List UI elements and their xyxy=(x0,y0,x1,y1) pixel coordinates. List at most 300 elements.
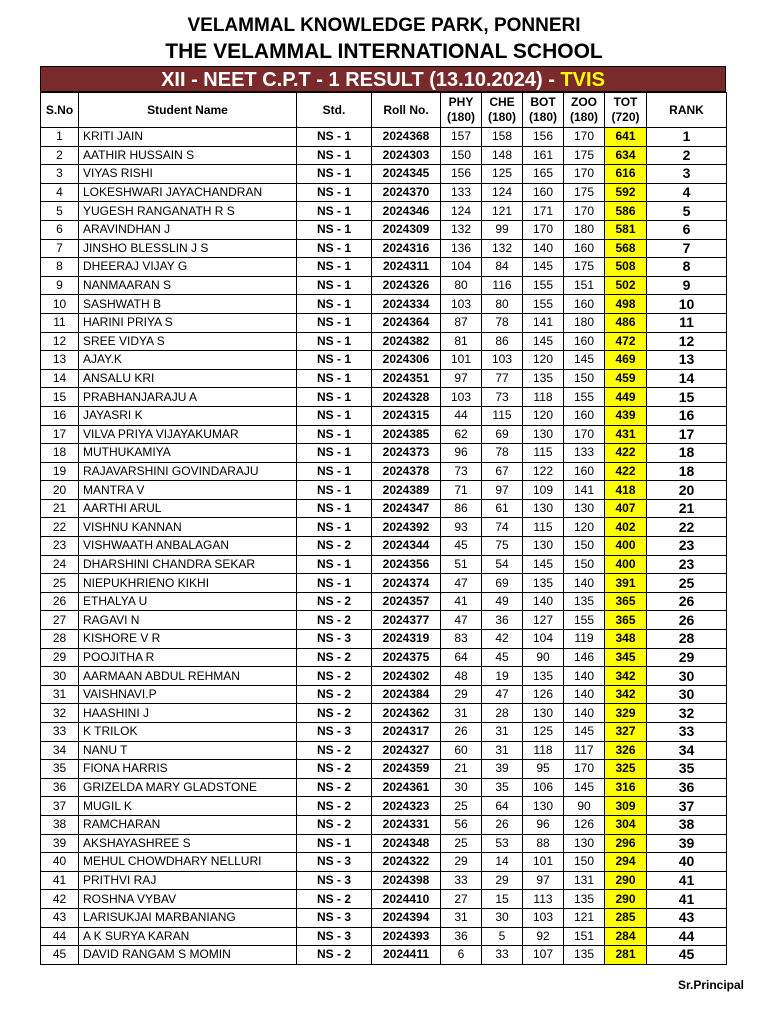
zoo-score-cell: 120 xyxy=(564,518,605,537)
phy-score-cell: 36 xyxy=(441,927,482,946)
student-name-cell: AARTHI ARUL xyxy=(79,499,297,518)
phy-score-cell: 150 xyxy=(441,146,482,165)
bot-score-cell: 161 xyxy=(523,146,564,165)
serial-number-cell: 19 xyxy=(41,462,79,481)
total-score-cell: 592 xyxy=(605,183,647,202)
table-row xyxy=(41,648,727,667)
zoo-score-cell: 160 xyxy=(564,406,605,425)
standard-cell: NS - 2 xyxy=(297,741,372,760)
roll-number-cell: 2024364 xyxy=(372,313,441,332)
total-score-cell: 502 xyxy=(605,276,647,295)
bot-score-cell: 135 xyxy=(523,574,564,593)
serial-number-cell: 11 xyxy=(41,313,79,332)
roll-number-cell: 2024392 xyxy=(372,518,441,537)
roll-number-cell: 2024345 xyxy=(372,165,441,184)
rank-cell: 2 xyxy=(647,146,727,165)
table-row xyxy=(41,295,727,314)
roll-number-cell: 2024359 xyxy=(372,760,441,779)
standard-cell: NS - 2 xyxy=(297,648,372,667)
table-row xyxy=(41,704,727,723)
table-row xyxy=(41,537,727,556)
serial-number-cell: 9 xyxy=(41,276,79,295)
total-score-cell: 641 xyxy=(605,128,647,147)
standard-cell: NS - 1 xyxy=(297,276,372,295)
zoo-score-cell: 135 xyxy=(564,890,605,909)
che-score-cell: 14 xyxy=(482,853,523,872)
serial-number-cell: 10 xyxy=(41,295,79,314)
phy-score-cell: 31 xyxy=(441,908,482,927)
phy-score-cell: 104 xyxy=(441,258,482,277)
rank-cell: 33 xyxy=(647,723,727,742)
table-row xyxy=(41,667,727,686)
standard-cell: NS - 1 xyxy=(297,146,372,165)
bot-score-cell: 97 xyxy=(523,871,564,890)
che-score-cell: 36 xyxy=(482,611,523,630)
rank-cell: 4 xyxy=(647,183,727,202)
che-score-cell: 53 xyxy=(482,834,523,853)
roll-number-cell: 2024361 xyxy=(372,778,441,797)
phy-score-cell: 29 xyxy=(441,853,482,872)
standard-cell: NS - 1 xyxy=(297,444,372,463)
standard-cell: NS - 3 xyxy=(297,871,372,890)
che-score-cell: 158 xyxy=(482,128,523,147)
zoo-score-cell: 90 xyxy=(564,797,605,816)
serial-number-cell: 34 xyxy=(41,741,79,760)
standard-cell: NS - 1 xyxy=(297,258,372,277)
student-name-cell: JAYASRI K xyxy=(79,406,297,425)
rank-cell: 8 xyxy=(647,258,727,277)
rank-cell: 23 xyxy=(647,555,727,574)
student-name-cell: ROSHNA VYBAV xyxy=(79,890,297,909)
rank-cell: 25 xyxy=(647,574,727,593)
rank-cell: 17 xyxy=(647,425,727,444)
zoo-score-cell: 121 xyxy=(564,908,605,927)
table-row xyxy=(41,834,727,853)
bot-score-cell: 115 xyxy=(523,518,564,537)
phy-score-cell: 86 xyxy=(441,499,482,518)
roll-number-cell: 2024382 xyxy=(372,332,441,351)
table-row xyxy=(41,853,727,872)
rank-cell: 38 xyxy=(647,815,727,834)
rank-cell: 39 xyxy=(647,834,727,853)
table-row xyxy=(41,220,727,239)
bot-score-cell: 156 xyxy=(523,128,564,147)
student-name-cell: MEHUL CHOWDHARY NELLURI xyxy=(79,853,297,872)
serial-number-cell: 23 xyxy=(41,537,79,556)
table-row xyxy=(41,927,727,946)
standard-cell: NS - 2 xyxy=(297,890,372,909)
student-name-cell: DHEERAJ VIJAY G xyxy=(79,258,297,277)
roll-number-cell: 2024394 xyxy=(372,908,441,927)
zoo-score-cell: 160 xyxy=(564,462,605,481)
bot-score-cell: 104 xyxy=(523,630,564,649)
serial-number-cell: 15 xyxy=(41,388,79,407)
column-header xyxy=(564,93,605,128)
zoo-score-cell: 170 xyxy=(564,425,605,444)
table-row xyxy=(41,258,727,277)
serial-number-cell: 6 xyxy=(41,220,79,239)
roll-number-cell: 2024347 xyxy=(372,499,441,518)
serial-number-cell: 5 xyxy=(41,202,79,221)
total-score-cell: 325 xyxy=(605,760,647,779)
phy-score-cell: 136 xyxy=(441,239,482,258)
che-score-cell: 78 xyxy=(482,444,523,463)
student-name-cell: AATHIR HUSSAIN S xyxy=(79,146,297,165)
zoo-score-cell: 160 xyxy=(564,295,605,314)
phy-score-cell: 101 xyxy=(441,351,482,370)
phy-score-cell: 47 xyxy=(441,611,482,630)
student-name-cell: PRABHANJARAJU A xyxy=(79,388,297,407)
standard-cell: NS - 2 xyxy=(297,611,372,630)
column-header-max: (180) xyxy=(446,110,475,124)
table-row xyxy=(41,815,727,834)
rank-cell: 41 xyxy=(647,871,727,890)
table-row xyxy=(41,425,727,444)
bot-score-cell: 130 xyxy=(523,797,564,816)
rank-cell: 16 xyxy=(647,406,727,425)
che-score-cell: 33 xyxy=(482,946,523,965)
serial-number-cell: 4 xyxy=(41,183,79,202)
rank-cell: 18 xyxy=(647,444,727,463)
student-name-cell: NANMAARAN S xyxy=(79,276,297,295)
roll-number-cell: 2024322 xyxy=(372,853,441,872)
zoo-score-cell: 155 xyxy=(564,611,605,630)
phy-score-cell: 48 xyxy=(441,667,482,686)
che-score-cell: 31 xyxy=(482,741,523,760)
total-score-cell: 418 xyxy=(605,481,647,500)
roll-number-cell: 2024398 xyxy=(372,871,441,890)
total-score-cell: 402 xyxy=(605,518,647,537)
roll-number-cell: 2024326 xyxy=(372,276,441,295)
che-score-cell: 80 xyxy=(482,295,523,314)
column-header-max: (180) xyxy=(528,110,557,124)
standard-cell: NS - 1 xyxy=(297,351,372,370)
column-header-label: TOT xyxy=(613,95,638,109)
standard-cell: NS - 1 xyxy=(297,499,372,518)
che-score-cell: 39 xyxy=(482,760,523,779)
total-score-cell: 400 xyxy=(605,537,647,556)
rank-cell: 23 xyxy=(647,537,727,556)
table-row xyxy=(41,462,727,481)
serial-number-cell: 32 xyxy=(41,704,79,723)
serial-number-cell: 24 xyxy=(41,555,79,574)
zoo-score-cell: 150 xyxy=(564,369,605,388)
bot-score-cell: 155 xyxy=(523,276,564,295)
zoo-score-cell: 170 xyxy=(564,128,605,147)
che-score-cell: 74 xyxy=(482,518,523,537)
serial-number-cell: 12 xyxy=(41,332,79,351)
table-row xyxy=(41,630,727,649)
total-score-cell: 459 xyxy=(605,369,647,388)
column-header-label: Std. xyxy=(322,102,346,117)
bot-score-cell: 101 xyxy=(523,853,564,872)
roll-number-cell: 2024348 xyxy=(372,834,441,853)
total-score-cell: 365 xyxy=(605,611,647,630)
zoo-score-cell: 155 xyxy=(564,388,605,407)
total-score-cell: 498 xyxy=(605,295,647,314)
standard-cell: NS - 3 xyxy=(297,908,372,927)
roll-number-cell: 2024309 xyxy=(372,220,441,239)
che-score-cell: 103 xyxy=(482,351,523,370)
table-row xyxy=(41,128,727,147)
total-score-cell: 309 xyxy=(605,797,647,816)
serial-number-cell: 27 xyxy=(41,611,79,630)
bot-score-cell: 155 xyxy=(523,295,564,314)
rank-cell: 9 xyxy=(647,276,727,295)
serial-number-cell: 16 xyxy=(41,406,79,425)
zoo-score-cell: 170 xyxy=(564,760,605,779)
bot-score-cell: 125 xyxy=(523,723,564,742)
column-header-label: BOT xyxy=(530,95,556,109)
student-name-cell: HARINI PRIYA S xyxy=(79,313,297,332)
student-name-cell: VAISHNAVI.P xyxy=(79,685,297,704)
total-score-cell: 431 xyxy=(605,425,647,444)
total-score-cell: 486 xyxy=(605,313,647,332)
standard-cell: NS - 2 xyxy=(297,667,372,686)
serial-number-cell: 30 xyxy=(41,667,79,686)
zoo-score-cell: 135 xyxy=(564,946,605,965)
serial-number-cell: 21 xyxy=(41,499,79,518)
total-score-cell: 348 xyxy=(605,630,647,649)
table-row xyxy=(41,592,727,611)
rank-cell: 7 xyxy=(647,239,727,258)
total-score-cell: 439 xyxy=(605,406,647,425)
rank-cell: 14 xyxy=(647,369,727,388)
che-score-cell: 116 xyxy=(482,276,523,295)
student-name-cell: A K SURYA KARAN xyxy=(79,927,297,946)
roll-number-cell: 2024334 xyxy=(372,295,441,314)
standard-cell: NS - 1 xyxy=(297,425,372,444)
student-name-cell: LOKESHWARI JAYACHANDRAN xyxy=(79,183,297,202)
column-header-label: PHY xyxy=(448,95,474,109)
total-score-cell: 329 xyxy=(605,704,647,723)
roll-number-cell: 2024393 xyxy=(372,927,441,946)
phy-score-cell: 64 xyxy=(441,648,482,667)
rank-cell: 44 xyxy=(647,927,727,946)
serial-number-cell: 13 xyxy=(41,351,79,370)
student-name-cell: DHARSHINI CHANDRA SEKAR xyxy=(79,555,297,574)
zoo-score-cell: 126 xyxy=(564,815,605,834)
standard-cell: NS - 3 xyxy=(297,853,372,872)
che-score-cell: 115 xyxy=(482,406,523,425)
student-name-cell: SASHWATH B xyxy=(79,295,297,314)
che-score-cell: 35 xyxy=(482,778,523,797)
standard-cell: NS - 1 xyxy=(297,295,372,314)
student-name-cell: RAGAVI N xyxy=(79,611,297,630)
table-row xyxy=(41,890,727,909)
total-score-cell: 472 xyxy=(605,332,647,351)
rank-cell: 30 xyxy=(647,685,727,704)
phy-score-cell: 44 xyxy=(441,406,482,425)
table-row xyxy=(41,313,727,332)
zoo-score-cell: 150 xyxy=(564,537,605,556)
rank-cell: 11 xyxy=(647,313,727,332)
rank-cell: 35 xyxy=(647,760,727,779)
rank-cell: 40 xyxy=(647,853,727,872)
bot-score-cell: 141 xyxy=(523,313,564,332)
phy-score-cell: 97 xyxy=(441,369,482,388)
zoo-score-cell: 170 xyxy=(564,202,605,221)
standard-cell: NS - 3 xyxy=(297,723,372,742)
che-score-cell: 29 xyxy=(482,871,523,890)
roll-number-cell: 2024370 xyxy=(372,183,441,202)
column-header xyxy=(523,93,564,128)
serial-number-cell: 45 xyxy=(41,946,79,965)
rank-cell: 1 xyxy=(647,128,727,147)
standard-cell: NS - 1 xyxy=(297,388,372,407)
student-name-cell: AARMAAN ABDUL REHMAN xyxy=(79,667,297,686)
phy-score-cell: 96 xyxy=(441,444,482,463)
standard-cell: NS - 2 xyxy=(297,797,372,816)
bot-score-cell: 126 xyxy=(523,685,564,704)
standard-cell: NS - 2 xyxy=(297,778,372,797)
bot-score-cell: 120 xyxy=(523,406,564,425)
phy-score-cell: 51 xyxy=(441,555,482,574)
standard-cell: NS - 2 xyxy=(297,815,372,834)
table-row xyxy=(41,760,727,779)
che-score-cell: 19 xyxy=(482,667,523,686)
serial-number-cell: 29 xyxy=(41,648,79,667)
student-name-cell: ANSALU KRI xyxy=(79,369,297,388)
phy-score-cell: 156 xyxy=(441,165,482,184)
che-score-cell: 15 xyxy=(482,890,523,909)
phy-score-cell: 26 xyxy=(441,723,482,742)
column-header-max: (180) xyxy=(569,110,598,124)
bot-score-cell: 88 xyxy=(523,834,564,853)
rank-cell: 29 xyxy=(647,648,727,667)
column-header xyxy=(41,93,79,128)
bot-score-cell: 120 xyxy=(523,351,564,370)
result-title-banner xyxy=(40,66,726,92)
bot-score-cell: 106 xyxy=(523,778,564,797)
standard-cell: NS - 1 xyxy=(297,220,372,239)
phy-score-cell: 81 xyxy=(441,332,482,351)
total-score-cell: 586 xyxy=(605,202,647,221)
student-name-cell: KISHORE V R xyxy=(79,630,297,649)
school-name-line2: THE VELAMMAL INTERNATIONAL SCHOOL xyxy=(165,40,603,63)
bot-score-cell: 145 xyxy=(523,332,564,351)
che-score-cell: 67 xyxy=(482,462,523,481)
total-score-cell: 469 xyxy=(605,351,647,370)
zoo-score-cell: 130 xyxy=(564,834,605,853)
table-row xyxy=(41,165,727,184)
table-row xyxy=(41,499,727,518)
student-name-cell: DAVID RANGAM S MOMIN xyxy=(79,946,297,965)
che-score-cell: 73 xyxy=(482,388,523,407)
standard-cell: NS - 1 xyxy=(297,165,372,184)
phy-score-cell: 31 xyxy=(441,704,482,723)
student-name-cell: RAJAVARSHINI GOVINDARAJU xyxy=(79,462,297,481)
che-score-cell: 69 xyxy=(482,574,523,593)
table-row xyxy=(41,778,727,797)
serial-number-cell: 43 xyxy=(41,908,79,927)
phy-score-cell: 103 xyxy=(441,388,482,407)
zoo-score-cell: 140 xyxy=(564,667,605,686)
standard-cell: NS - 2 xyxy=(297,760,372,779)
serial-number-cell: 40 xyxy=(41,853,79,872)
total-score-cell: 290 xyxy=(605,871,647,890)
zoo-score-cell: 180 xyxy=(564,220,605,239)
table-row xyxy=(41,611,727,630)
total-score-cell: 327 xyxy=(605,723,647,742)
phy-score-cell: 56 xyxy=(441,815,482,834)
serial-number-cell: 44 xyxy=(41,927,79,946)
phy-score-cell: 80 xyxy=(441,276,482,295)
table-row xyxy=(41,481,727,500)
serial-number-cell: 41 xyxy=(41,871,79,890)
rank-cell: 12 xyxy=(647,332,727,351)
rank-cell: 20 xyxy=(647,481,727,500)
standard-cell: NS - 1 xyxy=(297,202,372,221)
roll-number-cell: 2024411 xyxy=(372,946,441,965)
phy-score-cell: 103 xyxy=(441,295,482,314)
table-row xyxy=(41,332,727,351)
column-header-label: Roll No. xyxy=(383,102,429,117)
rank-cell: 5 xyxy=(647,202,727,221)
che-score-cell: 30 xyxy=(482,908,523,927)
serial-number-cell: 8 xyxy=(41,258,79,277)
zoo-score-cell: 151 xyxy=(564,927,605,946)
phy-score-cell: 25 xyxy=(441,834,482,853)
standard-cell: NS - 1 xyxy=(297,128,372,147)
roll-number-cell: 2024385 xyxy=(372,425,441,444)
phy-score-cell: 132 xyxy=(441,220,482,239)
roll-number-cell: 2024317 xyxy=(372,723,441,742)
roll-number-cell: 2024319 xyxy=(372,630,441,649)
standard-cell: NS - 1 xyxy=(297,183,372,202)
rank-cell: 22 xyxy=(647,518,727,537)
phy-score-cell: 124 xyxy=(441,202,482,221)
column-header xyxy=(372,93,441,128)
total-score-cell: 508 xyxy=(605,258,647,277)
serial-number-cell: 7 xyxy=(41,239,79,258)
standard-cell: NS - 1 xyxy=(297,313,372,332)
serial-number-cell: 39 xyxy=(41,834,79,853)
serial-number-cell: 22 xyxy=(41,518,79,537)
table-row xyxy=(41,946,727,965)
result-title-highlight: TVIS xyxy=(560,69,605,91)
student-name-cell: JINSHO BLESSLIN J S xyxy=(79,239,297,258)
che-score-cell: 84 xyxy=(482,258,523,277)
rank-cell: 34 xyxy=(647,741,727,760)
zoo-score-cell: 175 xyxy=(564,183,605,202)
student-name-cell: KRITI JAIN xyxy=(79,128,297,147)
bot-score-cell: 109 xyxy=(523,481,564,500)
table-row xyxy=(41,388,727,407)
zoo-score-cell: 140 xyxy=(564,685,605,704)
table-row xyxy=(41,202,727,221)
phy-score-cell: 93 xyxy=(441,518,482,537)
roll-number-cell: 2024303 xyxy=(372,146,441,165)
che-score-cell: 26 xyxy=(482,815,523,834)
standard-cell: NS - 1 xyxy=(297,332,372,351)
bot-score-cell: 135 xyxy=(523,667,564,686)
zoo-score-cell: 150 xyxy=(564,853,605,872)
student-name-cell: MUGIL K xyxy=(79,797,297,816)
school-name-line1: VELAMMAL KNOWLEDGE PARK, PONNERI xyxy=(187,15,581,36)
zoo-score-cell: 131 xyxy=(564,871,605,890)
bot-score-cell: 165 xyxy=(523,165,564,184)
total-score-cell: 400 xyxy=(605,555,647,574)
table-row xyxy=(41,444,727,463)
roll-number-cell: 2024316 xyxy=(372,239,441,258)
table-row xyxy=(41,871,727,890)
bot-score-cell: 130 xyxy=(523,499,564,518)
phy-score-cell: 41 xyxy=(441,592,482,611)
rank-cell: 15 xyxy=(647,388,727,407)
phy-score-cell: 47 xyxy=(441,574,482,593)
serial-number-cell: 26 xyxy=(41,592,79,611)
